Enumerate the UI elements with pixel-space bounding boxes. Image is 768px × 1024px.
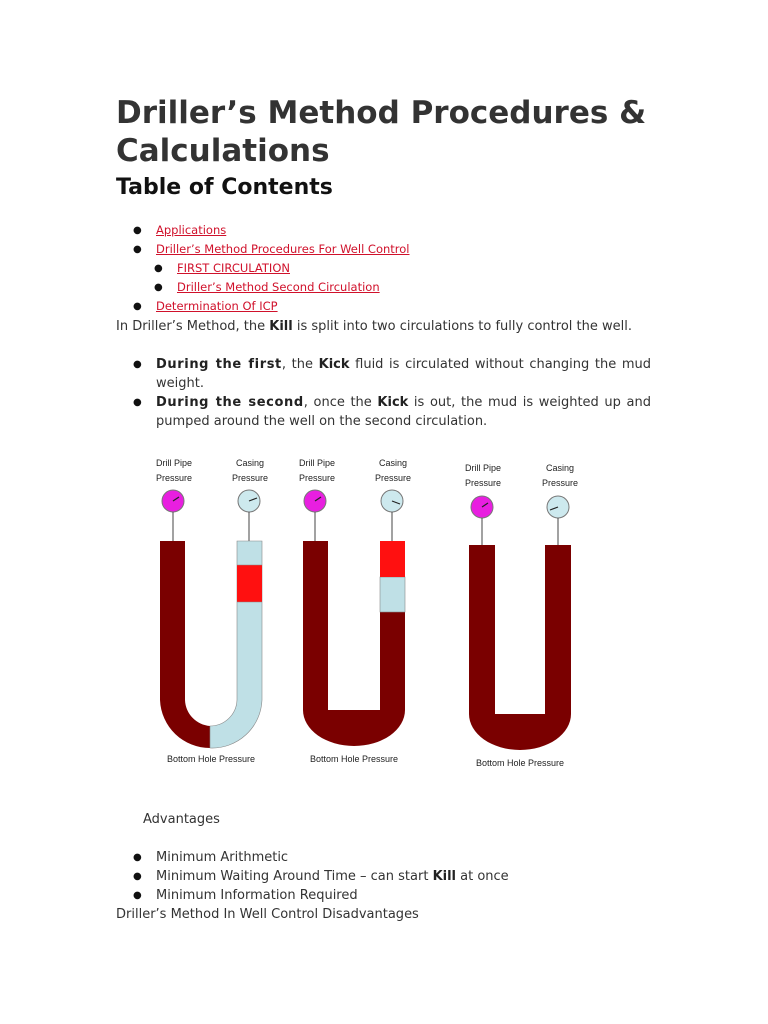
bullet-icon: ● bbox=[133, 301, 142, 312]
circulation-list bbox=[116, 355, 651, 431]
list-item: ● During the second, once the Kick is out, the mud is weighted up and pumped around the well on the second circulation. bbox=[133, 395, 651, 429]
drill-pipe-pressure-label: Drill Pipe Pressure bbox=[155, 458, 193, 483]
bullet-icon: ● bbox=[154, 263, 163, 274]
water-segment bbox=[380, 577, 405, 612]
disadvantages-heading: Driller’s Method In Well Control Disadvantages bbox=[116, 907, 419, 922]
bullet-icon: ● bbox=[154, 282, 163, 293]
toc-item-icp bbox=[116, 297, 410, 316]
toc-item-procedures bbox=[116, 240, 410, 259]
casing-pressure-label: Casing Pressure bbox=[541, 463, 579, 488]
bullet-icon: ● bbox=[133, 852, 142, 863]
toc-link-icp[interactable]: Determination Of ICP bbox=[156, 299, 278, 313]
advantages-list bbox=[116, 848, 509, 905]
toc-item-second-circulation bbox=[116, 278, 410, 297]
casing-pressure-label: Casing Pressure bbox=[231, 458, 269, 483]
intro-paragraph: In Driller’s Method, the Kill is split into two circulations to fully control the well. bbox=[116, 319, 632, 334]
toc-link-second-circulation[interactable]: Driller’s Method Second Circulation bbox=[177, 280, 380, 294]
bottom-hole-pressure-label: Bottom Hole Pressure bbox=[475, 758, 565, 768]
casing-pressure-label: Casing Pressure bbox=[374, 458, 412, 483]
bullet-icon: ● bbox=[133, 871, 142, 882]
toc-item-applications bbox=[116, 221, 410, 240]
toc-item-first-circulation bbox=[116, 259, 410, 278]
list-item: ● Minimum Waiting Around Time – can start Kill at once bbox=[133, 869, 509, 884]
drill-pipe-pressure-label: Drill Pipe Pressure bbox=[464, 463, 502, 488]
diagram-panel-3 bbox=[465, 463, 578, 768]
bullet-icon: ● bbox=[133, 359, 142, 370]
bullet-icon: ● bbox=[133, 397, 142, 408]
list-item: ● Minimum Arithmetic bbox=[133, 850, 289, 865]
drill-pipe-pressure-label: Drill Pipe Pressure bbox=[298, 458, 336, 483]
bullet-icon: ● bbox=[133, 225, 142, 236]
list-item: ● During the first, the Kick fluid is circulated without changing the mud weight. bbox=[133, 357, 652, 391]
u-tube-mud bbox=[469, 545, 571, 750]
bottom-hole-pressure-label: Bottom Hole Pressure bbox=[166, 754, 256, 764]
bullet-icon: ● bbox=[133, 890, 142, 901]
toc-link-applications[interactable]: Applications bbox=[156, 223, 227, 237]
page-title: Driller’s Method Procedures & Calculations bbox=[116, 95, 647, 169]
driller-method-diagram bbox=[148, 448, 588, 778]
u-tube-mud bbox=[160, 541, 210, 748]
advantages-heading: Advantages bbox=[143, 812, 220, 827]
bullet-icon: ● bbox=[133, 244, 142, 255]
table-of-contents bbox=[116, 221, 410, 316]
toc-heading: Table of Contents bbox=[116, 175, 333, 200]
list-item: ● Minimum Information Required bbox=[133, 888, 358, 903]
toc-link-first-circulation[interactable]: FIRST CIRCULATION bbox=[177, 261, 290, 275]
diagram-panel-1 bbox=[156, 458, 268, 764]
bottom-hole-pressure-label: Bottom Hole Pressure bbox=[309, 754, 399, 764]
diagram-panel-2 bbox=[299, 458, 411, 764]
toc-link-procedures[interactable]: Driller’s Method Procedures For Well Control bbox=[156, 242, 410, 256]
kick-fluid bbox=[237, 565, 262, 602]
kick-fluid bbox=[380, 541, 405, 577]
